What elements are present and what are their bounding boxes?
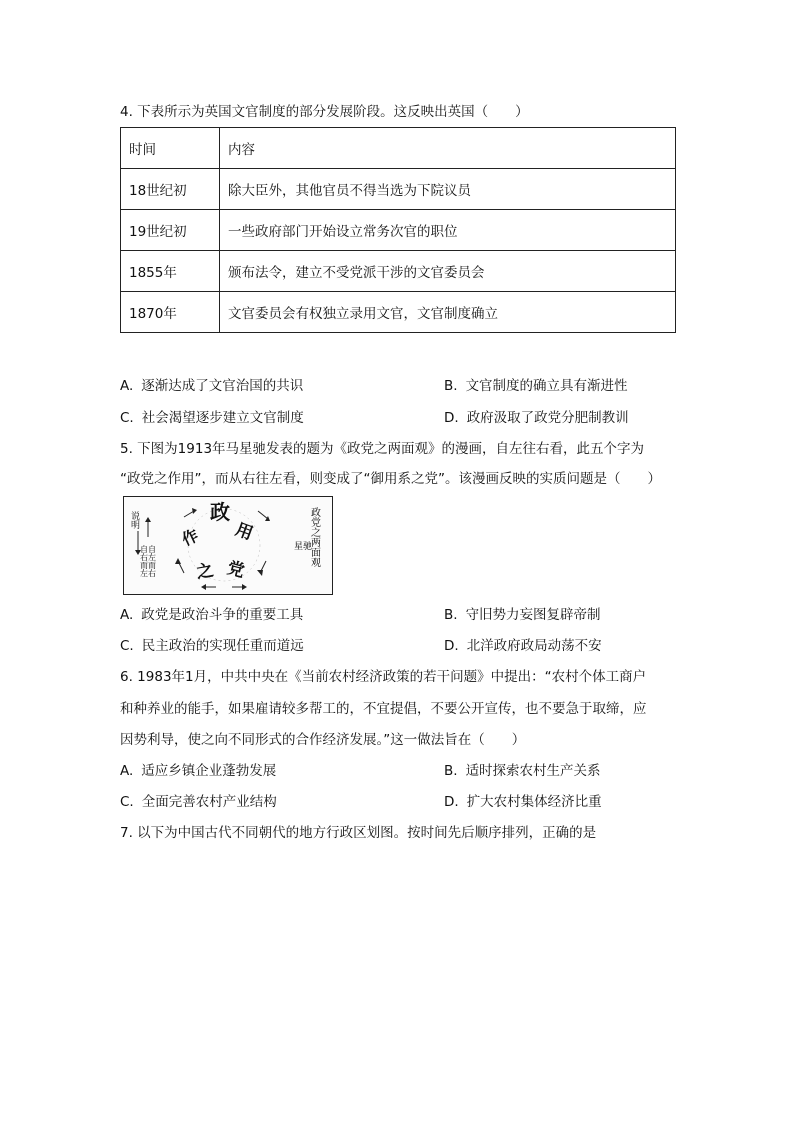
cartoon-image [123, 496, 333, 595]
cartoon-char-1: 政 [210, 500, 230, 524]
table-header-time: 时间 [121, 128, 220, 169]
q4-option-c[interactable] [120, 408, 304, 428]
table-cell-content: 文官委员会有权独立录用文官，文官制度确立 [220, 292, 676, 333]
table-cell-time: 1870年 [121, 292, 220, 333]
q6-option-b[interactable] [444, 761, 601, 781]
cartoon-signature: 星驰 [294, 542, 313, 552]
option-text: 适时探索农村生产关系 [465, 763, 601, 779]
q5-option-c[interactable] [120, 636, 304, 656]
cartoon-char-2: 用 [232, 519, 256, 545]
option-text: 社会渴望逐步建立文官制度 [141, 410, 304, 426]
table-cell-content: 除大臣外，其他官员不得当选为下院议员 [220, 169, 676, 210]
cartoon-drawing [124, 497, 332, 593]
q5-option-d[interactable] [444, 636, 602, 656]
cartoon-char-5: 党 [224, 558, 247, 582]
option-text: 民主政治的实现任重而道远 [141, 638, 304, 654]
table-header-row [121, 128, 676, 169]
table-cell-time: 1855年 [121, 251, 220, 292]
table-row [121, 169, 676, 210]
option-text: 扩大农村集体经济比重 [466, 794, 602, 810]
q4-option-a[interactable] [120, 376, 303, 396]
option-text: 北洋政府政局动荡不安 [466, 638, 602, 654]
table-cell-time: 19世纪初 [121, 210, 220, 251]
table-cell-content: 一些政府部门开始设立常务次官的职位 [220, 210, 676, 251]
option-letter: D. [444, 410, 459, 426]
option-letter: D. [444, 638, 459, 654]
option-text: 政府汲取了政党分肥制教训 [466, 410, 629, 426]
q6-option-d[interactable] [444, 792, 602, 812]
option-text: 全面完善农村产业结构 [141, 794, 277, 810]
option-letter: B. [444, 607, 458, 623]
question-5-stem-line-2: “政党之作用”，而从右往左看，则变成了“御用系之党”。该漫画反映的实质问题是（ ） [120, 471, 661, 487]
option-letter: A. [120, 607, 134, 623]
cartoon-left-caption-1: 说明 [129, 511, 139, 529]
option-letter: C. [120, 794, 134, 810]
option-text: 文官制度的确立具有渐进性 [465, 378, 628, 394]
question-6-stem-line-3: 因势利导，使之向不同形式的合作经济发展。”这一做法旨在（ ） [120, 732, 526, 748]
table-cell-content: 颁布法令，建立不受党派干涉的文官委员会 [220, 251, 676, 292]
table-row [121, 292, 676, 333]
question-4-stem: 4. 下表所示为英国文官制度的部分发展阶段。这反映出英国（ ） [120, 104, 529, 120]
q5-option-b[interactable] [444, 605, 601, 625]
q4-option-d[interactable] [444, 408, 629, 428]
question-5-stem-line-1: 5. 下图为1913年马星驰发表的题为《政党之两面观》的漫画，自左往右看，此五个字为 [120, 441, 645, 457]
question-7-stem: 7. 以下为中国古代不同朝代的地方行政区划图。按时间先后顺序排列，正确的是 [120, 825, 597, 841]
option-letter: A. [120, 763, 134, 779]
option-letter: B. [444, 378, 458, 394]
cartoon-left-caption-2: 自左而右 [147, 545, 157, 577]
option-text: 政党是政治斗争的重要工具 [141, 607, 304, 623]
option-letter: A. [120, 378, 134, 394]
question-6-stem-line-2: 和种养业的能手，如果雇请较多帮工的，不宜提倡，不要公开宣传，也不要急于取缔，应 [120, 701, 647, 717]
cartoon-char-4: 之 [194, 560, 216, 584]
table-row [121, 251, 676, 292]
option-text: 守旧势力妄图复辟帝制 [465, 607, 601, 623]
cartoon-char-3: 作 [178, 525, 202, 550]
cartoon-right-title: 政党之两面观 [308, 507, 320, 567]
option-letter: C. [120, 410, 134, 426]
option-text: 逐渐达成了文官治国的共识 [141, 378, 304, 394]
table-row [121, 210, 676, 251]
option-letter: D. [444, 794, 459, 810]
table-cell-time: 18世纪初 [121, 169, 220, 210]
option-letter: B. [444, 763, 458, 779]
q6-option-a[interactable] [120, 761, 276, 781]
q6-option-c[interactable] [120, 792, 277, 812]
civil-service-table [120, 127, 676, 333]
table-header-content: 内容 [220, 128, 676, 169]
question-6-stem-line-1: 6. 1983年1月，中共中央在《当前农村经济政策的若干问题》中提出：“农村个体工商户 [120, 669, 647, 685]
option-text: 适应乡镇企业蓬勃发展 [141, 763, 277, 779]
cartoon-left-caption-3: 自右而左 [139, 545, 149, 577]
option-letter: C. [120, 638, 134, 654]
q4-option-b[interactable] [444, 376, 628, 396]
q5-option-a[interactable] [120, 605, 303, 625]
